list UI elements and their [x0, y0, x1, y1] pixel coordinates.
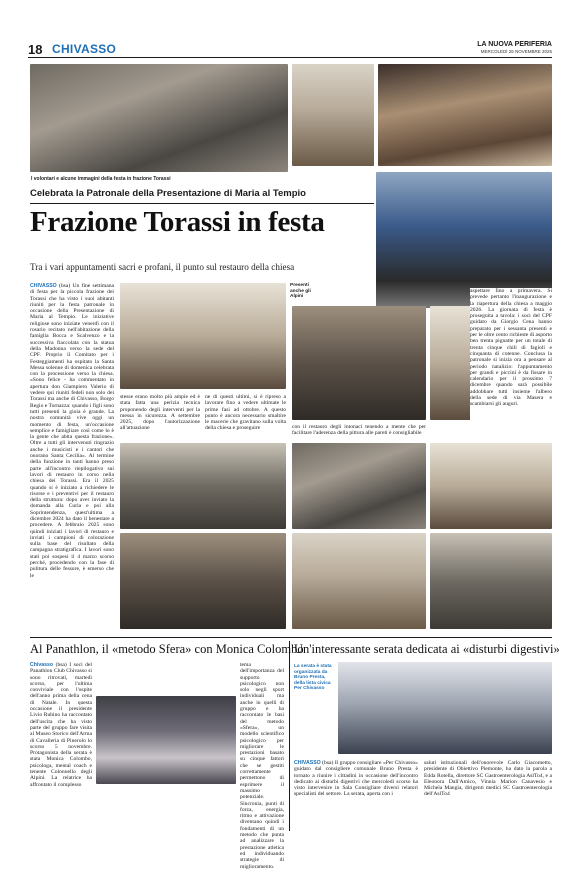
photo-tables: [430, 443, 552, 529]
article-subhead: Tra i vari appuntamenti sacri e profani, il punto sul restauro della chiesa: [30, 262, 295, 272]
side-note-alpini: Presenti anche gli Alpini: [290, 283, 311, 300]
disturbi-column-1: CHIVASSO (bsa) Il gruppo consigliare «Per Chivasso» guidato dal consigliere comunale Bruno Presta è tornato a riunire i cittadini in occasione dell'incontro dedicato ai disturbi digestivi che mercoledì scorso ha visto intervenire in Sala Consigliare diversi relatori specialisti del settore. La serata, aperta con i: [294, 760, 418, 798]
photo-procession: [292, 443, 426, 529]
column-divider: [289, 641, 290, 831]
article-kicker: Celebrata la Patronale della Presentazione di Maria al Tempio: [30, 188, 306, 199]
photo-musicians: [120, 443, 286, 529]
photo-volunteers: [30, 64, 288, 172]
article-column-5-right: aspettare fino a primavera. Si prevede pertanto l'inaugurazione e la riapertura della chiesa a maggio 2026. La giornata di festa è proseguita a tavola: i soci del CPF guidato da Giorgio Cena hanno preparato per i sessanta presenti e per le oltre cento richieste di asporto ben trenta pignatte per un totale di trenta cinque chili di fagioli e cinquanta di cotenne. Conclusa la patronale si inizia ora a pensare al periodo natalizio: l'appuntamento per grandi e piccini è da fissare in calendario per il prossimo 7 dicembre quando sarà possibile addobbare tutti insieme l'albero della sede di via Masera e scambiarsi gli auguri.: [470, 288, 552, 438]
photo-lunch: [292, 306, 426, 420]
disturbi-headline: Un'interessante serata dedicata ai «disturbi digestivi»: [294, 642, 560, 656]
masthead: LA NUOVA PERIFERIA: [477, 41, 552, 48]
page-number: 18: [28, 42, 43, 57]
photo-group-outdoor: [430, 533, 552, 629]
article-column-3: ne di questi ultimi, si è ripreso a lavorare fino a vedere ultimate le prime fasi ad ottobre. A questo punto è ancora necessario smaltire le macerie che gravitano sulla volta della chiesa e proseguire: [205, 394, 286, 432]
page-header: [28, 41, 552, 58]
headline-rule: [30, 203, 374, 204]
issue-date: MERCOLEDÌ 26 NOVEMBRE 2025: [480, 49, 552, 54]
photo-caption: I volontari e alcune immagini della festa in frazione Torassi: [31, 176, 171, 182]
panathlon-column-1: Chivasso (bsa) I soci del Panathlon Club Chivasso si sono ritrovati, martedì scorso, per l'ultima conviviale con l'ospite dell'anno prima della cena di Natale. In questa occasione il presidente Livio Rubino ha raccontato dell'uscita che ha visto parte del gruppo fare visita al Museo Storico dell'Arma di Cavalleria di Pinerolo lo scorso 5 novembre. Protagonista della serata è stata Monica Colombo, psicologa, mental coach e tenente Colonnello degli Alpini. La relatrice ha affrontato il complesso: [30, 662, 92, 788]
section-divider: [30, 637, 552, 638]
photo-elders: [292, 533, 426, 629]
photo-parishioners: [120, 283, 286, 389]
article-column-4: con il restauro degli intonaci tenendo a mente che per facilitare l'aderenza della pittura alle pareti è consigliabile: [292, 424, 426, 437]
disturbi-column-2: saluti istituzionali dell'onorevole Carlo Giacometto, presidente di Obiettivo Piemonte, ha dato la parola a Edda Rotella, direttore SC Gastroenterologia AslTo4, e a Eleonora Dall'Amico, Vinnia Marion Canavesio e Michela Mangia, dirigenti medici SC Gastroenterologia dell'AslTo4: [424, 760, 552, 798]
panathlon-headline: Al Panathlon, il «metodo Sfera» con Monica Colombo: [30, 642, 304, 656]
photo-speakers: [338, 662, 552, 754]
panathlon-column-2: tema dell'importanza del supporto psicologico non solo negli sport individuali ma anche in quelli di gruppo e ha raccontato le basi del metodo «Sfera», un modello scientifico psicologico per migliorare le prestazioni basato su cinque fattori che se gestiti correttamente permettono di esprimere il massimo potenziale. Sincronia, punti di forza, energia, ritmo e attivazione diventano quindi i fondamenti di un metodo che punta ad analizzare la prestazione atletica ed individuando strategie di miglioramento.: [240, 662, 284, 870]
article-column-1: CHIVASSO (bsa) Un fine settimana di festa per la piccola frazione dei Torassi che ha visto i suoi abitanti riuniti per la festa patronale in occasione della Presentazione di Maria al Tempio. Le iniziative religiose sono iniziate venerdì con il rosario recitato nell'abitazione della famiglia Bocca e Scalvenzo e la successiva fiaccolata con la statua della Madonna verso la sede del CPF. Proprio il Comitato per i Festeggiamenti ha ospitato la Santa Messa solenne di domenica celebrata con la processione verso la chiesa. «Sono felice - ha commentato in apertura don Giampiero Valerio di vedere qui riuniti fedeli non solo dei Torassi ma anche di Chivasso, Borgo Regio e Tornazza: quando i figli sono tutti presenti la gioia è grande. La nostra comunità vive oggi un momento di festa, un'occasione semplice e famigliare così come lo è la gente che abita questa frazione». Oltre a tutti gli intervenuti ringrazio anche i musicisti e i cantori che onorano Santa Cecilia». Al termine della funzione in tanti hanno preso parte all'incontro riepilogativo sui lavori di restauro in corso nella chiesa dei Torassi. Era il 2025 quando si è iniziato a richiedere le risorse e i preventivi per il restauro della struttura: dopo aver inviato la domanda alla Curia e poi alla Soprintendenza, quest'ultima a dicembre 2024 ha dato il benestare a procedere. A febbraio 2025 sono quindi iniziati i lavori di restauro e inviati i campioni di colorazione sulla base del risultato della campagna stratigrafica. I lavori sono stati poi sospesi il 4 marzo scorso perché, procedendo con la fase di pulitura delle fessure, è emerso che le: [30, 283, 115, 579]
side-note-presta: La serata è stata organizzata da Bruno Presta, della lista civica Per Chivasso: [294, 664, 332, 692]
article-column-2: stesse erano molto più ampie ed è stata fatta una perizia tecnica proponendo degli interventi per la messa in sicurezza. A settembre 2025, dopo l'autorizzazione all'attuazione: [120, 394, 200, 432]
photo-church-interior: [378, 64, 552, 166]
article-headline: Frazione Torassi in festa: [30, 206, 325, 238]
photo-crowd-outdoor: [120, 533, 286, 629]
section-title: CHIVASSO: [52, 42, 117, 56]
photo-mass: [292, 64, 374, 166]
